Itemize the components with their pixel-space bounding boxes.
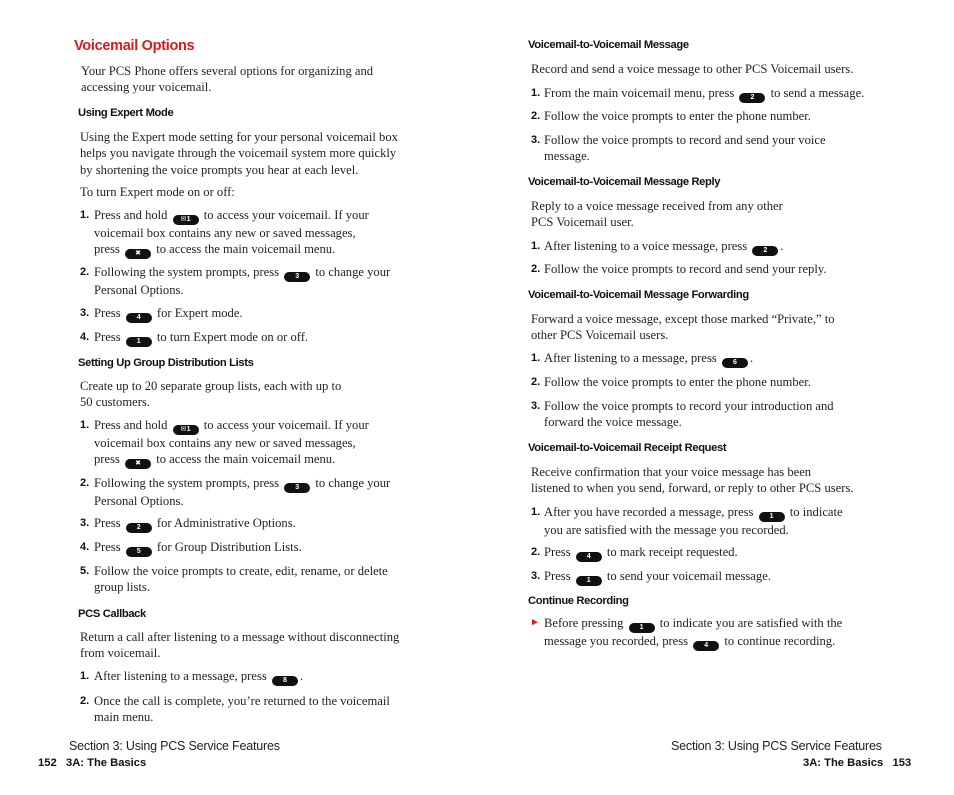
body-line: Return a call after listening to a message without disconnecting — [80, 630, 400, 644]
step-text: Press and hold — [94, 418, 168, 432]
step-text: to send a message. — [770, 86, 865, 100]
footer-page-number: 152 3A: The Basics — [38, 757, 147, 769]
step-text: Press — [94, 306, 121, 320]
key-4-icon: 4 — [126, 313, 152, 323]
receipt-step-1 — [544, 504, 843, 538]
key-6-icon: 6 — [722, 358, 748, 368]
group-step-2 — [94, 475, 390, 509]
step-text: you are satisfied with the message you recorded. — [544, 523, 789, 537]
step-text: . — [749, 351, 754, 365]
step-text: Personal Options. — [94, 494, 184, 508]
step-number: 1. — [531, 352, 541, 364]
section-heading-receipt: Voicemail-to-Voicemail Receipt Request — [528, 442, 727, 454]
step-text: to access your voicemail. If your — [203, 418, 369, 432]
bullet-arrow-icon: ► — [530, 617, 540, 628]
body-line: 50 customers. — [80, 395, 150, 410]
back-key-icon: ✖ — [125, 459, 151, 469]
expert-step-3 — [94, 305, 243, 323]
step-text: press — [94, 452, 120, 467]
forwarding-step-1 — [544, 350, 753, 368]
message-step-3 — [544, 132, 826, 165]
step-number: 3. — [531, 400, 541, 412]
step-number: 4. — [80, 541, 90, 553]
step-text: for Expert mode. — [156, 306, 243, 320]
key-2-icon: 2 — [739, 93, 765, 103]
step-text: to access the main voicemail menu. — [156, 242, 336, 257]
step-text: to access the main voicemail menu. — [156, 452, 336, 467]
reply-body — [531, 198, 783, 231]
section-heading-reply: Voicemail-to-Voicemail Message Reply — [528, 176, 721, 188]
step-number: 3. — [531, 570, 541, 582]
step-text: message. — [544, 149, 590, 164]
section-heading-callback: PCS Callback — [78, 608, 146, 620]
step-text: main menu. — [94, 710, 154, 725]
step-text: voicemail box contains any new or saved messages, — [94, 226, 356, 240]
body-line: Reply to a voice message received from any other — [531, 199, 783, 213]
body-line: by shortening the voice prompts you hear at each level. — [80, 162, 359, 177]
step-text: Follow the voice prompts to record your introduction and — [544, 399, 834, 413]
step-number: 4. — [80, 331, 90, 343]
step-text: to mark receipt requested. — [606, 545, 738, 559]
body-line: Using the Expert mode setting for your personal voicemail box — [80, 130, 398, 144]
step-text: After listening to a message, press — [544, 351, 717, 365]
step-number: 1. — [80, 419, 90, 431]
footer-section-title: Section 3: Using PCS Service Features — [69, 739, 280, 753]
step-text: Press — [544, 569, 571, 583]
step-text: Press — [544, 545, 571, 559]
page-title: Voicemail Options — [74, 38, 195, 54]
step-number: 3. — [531, 134, 541, 146]
step-number: 2. — [80, 477, 90, 489]
forwarding-step-2: Follow the voice prompts to enter the phone number. — [544, 375, 811, 389]
step-text: After you have recorded a message, press — [544, 505, 754, 519]
body-line: PCS Voicemail user. — [531, 215, 634, 230]
receipt-step-2 — [544, 544, 738, 562]
footer-page-number: 3A: The Basics 153 — [803, 757, 912, 769]
step-text: to indicate — [789, 505, 843, 519]
reply-step-1 — [544, 238, 784, 256]
section-heading-message: Voicemail-to-Voicemail Message — [528, 39, 689, 51]
back-key-icon: ✖ — [125, 249, 151, 259]
callback-step-2 — [94, 693, 390, 726]
step-text: From the main voicemail menu, press — [544, 86, 735, 100]
step-number: 3. — [80, 517, 90, 529]
forwarding-body — [531, 311, 835, 344]
body-line: listened to when you send, forward, or reply to other PCS users. — [531, 481, 854, 496]
message-body: Record and send a voice message to other PCS Voicemail users. — [531, 62, 854, 76]
step-text: After listening to a message, press — [94, 669, 267, 683]
step-text: After listening to a voice message, press — [544, 239, 748, 253]
voicemail-key-icon: ✉1 — [173, 425, 199, 435]
receipt-body — [531, 464, 854, 497]
step-text: Press — [94, 516, 121, 530]
key-1-icon: 1 — [126, 337, 152, 347]
step-number: 1. — [80, 670, 90, 682]
expert-lead: To turn Expert mode on or off: — [80, 185, 235, 199]
step-text: Following the system prompts, press — [94, 476, 280, 490]
step-number: 2. — [531, 110, 541, 122]
intro-line: Your PCS Phone offers several options for organizing and — [81, 64, 374, 78]
step-text: . — [299, 669, 304, 683]
step-text: Press — [94, 540, 121, 554]
step-text: Press — [94, 330, 121, 344]
step-text: Personal Options. — [94, 283, 184, 297]
message-step-1 — [544, 85, 864, 103]
step-number: 1. — [80, 209, 90, 221]
key-4-icon: 4 — [693, 641, 719, 651]
key-2-icon: 2 — [126, 523, 152, 533]
message-step-2: Follow the voice prompts to enter the phone number. — [544, 109, 811, 123]
step-text: forward the voice message. — [544, 415, 682, 430]
receipt-step-3 — [544, 568, 771, 586]
intro-line: accessing your voicemail. — [81, 80, 212, 95]
key-5-icon: 5 — [126, 547, 152, 557]
footer-section-title: Section 3: Using PCS Service Features — [671, 739, 882, 753]
step-number: 1. — [531, 240, 541, 252]
expert-body — [80, 129, 398, 178]
step-text: Press and hold — [94, 208, 168, 222]
key-2-icon: 2 — [752, 246, 778, 256]
section-heading-continue: Continue Recording — [528, 595, 629, 607]
key-1-icon: 1 — [759, 512, 785, 522]
step-number: 1. — [531, 506, 541, 518]
step-text: Follow the voice prompts to create, edit, rename, or delete — [94, 564, 388, 578]
callback-body — [80, 629, 399, 662]
step-text: Following the system prompts, press — [94, 265, 280, 279]
body-line: other PCS Voicemail users. — [531, 328, 669, 343]
voicemail-key-icon: ✉1 — [173, 215, 199, 225]
body-line: from voicemail. — [80, 646, 161, 661]
key-3-icon: 3 — [284, 483, 310, 493]
step-text: to turn Expert mode on or off. — [156, 330, 309, 344]
step-number: 2. — [80, 266, 90, 278]
step-text: to send your voicemail message. — [606, 569, 771, 583]
step-number: 2. — [531, 263, 541, 275]
expert-step-2 — [94, 264, 390, 298]
step-number: 2. — [531, 546, 541, 558]
step-number: 5. — [80, 565, 90, 577]
reply-step-2: Follow the voice prompts to record and send your reply. — [544, 262, 827, 276]
callback-step-1 — [94, 668, 303, 686]
key-8-icon: 8 — [272, 676, 298, 686]
step-text: Once the call is complete, you’re returned to the voicemail — [94, 694, 390, 708]
key-3-icon: 3 — [284, 272, 310, 282]
step-text: voicemail box contains any new or saved messages, — [94, 436, 356, 450]
key-1-icon: 1 — [576, 576, 602, 586]
body-line: Forward a voice message, except those marked “Private,” to — [531, 312, 835, 326]
body-line: Create up to 20 separate group lists, each with up to — [80, 379, 342, 393]
intro-paragraph — [81, 63, 373, 96]
section-heading-expert: Using Expert Mode — [78, 107, 174, 119]
step-text: message you recorded, press — [544, 634, 689, 648]
group-body — [80, 378, 341, 411]
continue-text — [544, 615, 842, 651]
body-line: Receive confirmation that your voice message has been — [531, 465, 812, 479]
expert-step-1 — [94, 207, 369, 259]
step-text: to change your — [315, 476, 391, 490]
group-step-5 — [94, 563, 388, 596]
step-text: for Administrative Options. — [156, 516, 296, 530]
step-number: 2. — [531, 376, 541, 388]
forwarding-step-3 — [544, 398, 834, 431]
step-text: to indicate you are satisfied with the — [659, 616, 843, 630]
body-line: helps you navigate through the voicemail system more quickly — [80, 146, 397, 161]
key-4-icon: 4 — [576, 552, 602, 562]
group-step-1 — [94, 417, 369, 469]
expert-step-4 — [94, 329, 308, 347]
step-text: group lists. — [94, 580, 150, 595]
step-text: Follow the voice prompts to record and send your voice — [544, 133, 826, 147]
step-text: for Group Distribution Lists. — [156, 540, 302, 554]
step-number: 3. — [80, 307, 90, 319]
section-heading-forwarding: Voicemail-to-Voicemail Message Forwarding — [528, 289, 749, 301]
step-text: . — [780, 239, 784, 253]
key-1-icon: 1 — [629, 623, 655, 633]
step-text: Before pressing — [544, 616, 624, 630]
step-number: 2. — [80, 695, 90, 707]
step-text: press — [94, 242, 120, 257]
group-step-3 — [94, 515, 296, 533]
step-text: to continue recording. — [724, 634, 836, 648]
group-step-4 — [94, 539, 302, 557]
section-heading-group: Setting Up Group Distribution Lists — [78, 357, 254, 369]
step-text: to change your — [315, 265, 391, 279]
step-text: to access your voicemail. If your — [203, 208, 369, 222]
step-number: 1. — [531, 87, 541, 99]
